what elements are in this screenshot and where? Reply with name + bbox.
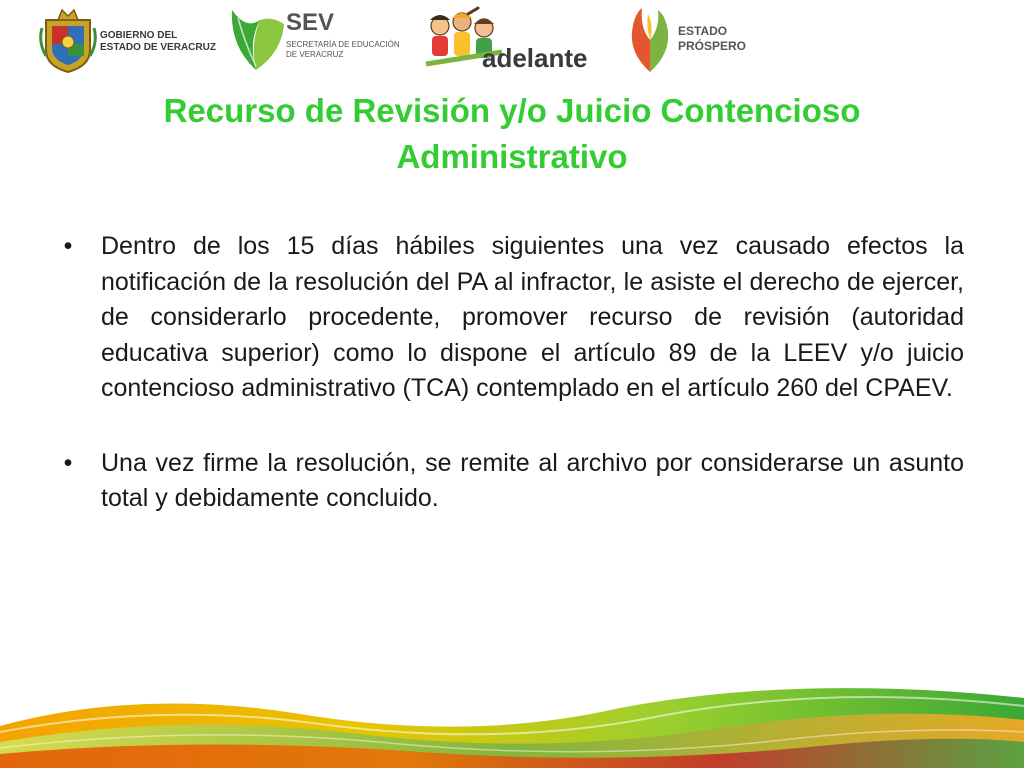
bullet-list	[58, 229, 964, 517]
sev-logo-line1: SECRETARÍA DE EDUCACIÓN	[286, 40, 400, 49]
bullet-marker: •	[63, 448, 73, 477]
estado-prospero-logo	[628, 6, 778, 74]
bottom-wave-decoration	[0, 668, 1024, 768]
bullet-item	[58, 446, 964, 517]
sev-logo	[226, 6, 416, 74]
sev-leaf-icon	[226, 6, 288, 74]
slide-title	[80, 88, 944, 180]
prospero-heart-flame-icon	[628, 6, 674, 74]
bullet-item	[58, 229, 964, 407]
veracruz-coat-of-arms-icon	[38, 6, 98, 74]
bullet-marker: •	[63, 232, 73, 260]
logo-bar	[0, 0, 1024, 80]
veracruz-government-logo	[38, 6, 228, 74]
slide-title-line2: Administrativo	[396, 138, 628, 175]
adelante-logo	[424, 6, 604, 74]
veracruz-logo-line2: ESTADO DE VERACRUZ	[100, 42, 216, 53]
adelante-wordmark: adelante	[482, 43, 588, 73]
slide-title-line1: Recurso de Revisión y/o Juicio Contencioso	[163, 92, 861, 129]
prospero-logo-line2: PRÓSPERO	[678, 39, 747, 53]
prospero-logo-line1: ESTADO	[678, 24, 728, 38]
veracruz-logo-line1: GOBIERNO DEL	[100, 30, 178, 41]
bullet-text: Dentro de los 15 días hábiles siguientes una vez causado efectos la notificación de la resolución del PA al infractor, le asiste el derecho de ejercer, de considerarlo procedente, promover recurso de revisión (autoridad educativa superior) como lo dispone el artículo 89 de la LEEV y/o juicio contencioso administrativo (TCA) contemplado en el artículo 260 del CPAEV.	[101, 232, 964, 402]
sev-logo-line2: DE VERACRUZ	[286, 50, 344, 59]
sev-acronym: SEV	[286, 9, 335, 36]
bullet-text: Una vez firme la resolución, se remite al archivo por considerarse un asunto total y debidamente concluido.	[101, 448, 964, 512]
